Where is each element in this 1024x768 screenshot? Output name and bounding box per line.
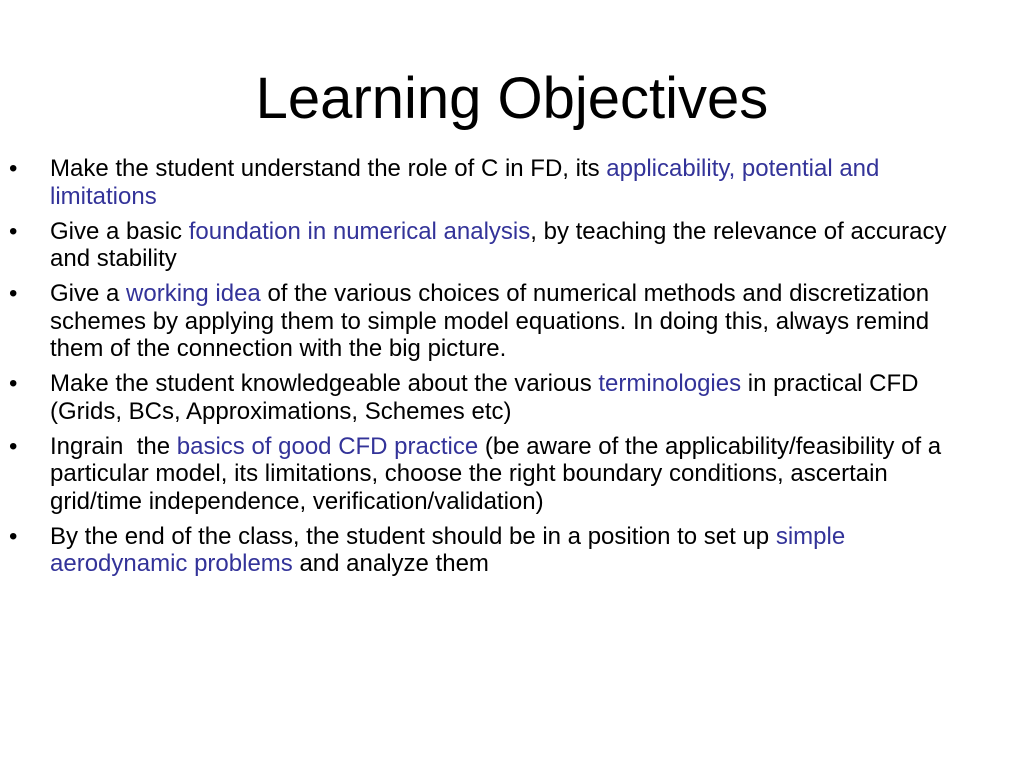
bullet-text: of the various choices of numerical methods and discretization schemes by applying them to simple model equations. In doing this, always remind them of the connection with the big picture. xyxy=(50,280,930,362)
bullet-dot-icon: • xyxy=(9,370,18,397)
bullet-text: in practical CFD (Grids, BCs, Approximations, Schemes etc) xyxy=(50,370,919,425)
bullet-item xyxy=(0,370,1024,425)
bullet-item xyxy=(0,523,1024,578)
bullet-item xyxy=(0,218,1024,273)
bullet-highlight: foundation in numerical analysis xyxy=(188,217,531,245)
bullet-text: Give a xyxy=(50,280,127,307)
bullet-dot-icon: • xyxy=(9,522,18,550)
bullet-highlight: simple aerodynamic problems xyxy=(50,522,846,577)
bullet-dot-icon: • xyxy=(9,432,18,460)
bullet-item xyxy=(0,433,1024,516)
bullet-text: (be aware of the applicability/feasibility of a particular model, its limitations, choose the right boundary conditions, ascertain grid/time independence, verification/validation) xyxy=(50,432,942,515)
bullet-text: Ingrain the xyxy=(50,432,177,460)
bullet-item xyxy=(0,280,1024,363)
slide-title: Learning Objectives xyxy=(255,66,769,131)
bullet-text: Give a basic xyxy=(50,217,189,245)
bullet-list xyxy=(0,155,1024,585)
bullet-highlight: terminologies xyxy=(598,370,742,397)
bullet-item xyxy=(0,155,1024,210)
bullet-text: Make the student knowledgeable about the various xyxy=(50,370,599,397)
bullet-text: Make the student understand the role of C in FD, its xyxy=(50,155,607,182)
bullet-highlight: applicability, potential and limitations xyxy=(50,155,880,210)
bullet-highlight: working idea xyxy=(126,280,261,307)
bullet-dot-icon: • xyxy=(9,217,18,245)
bullet-text: and analyze them xyxy=(292,550,489,577)
bullet-dot-icon: • xyxy=(9,280,18,307)
bullet-text: , by teaching the relevance of accuracy and stability xyxy=(50,217,947,272)
bullet-highlight: basics of good CFD practice xyxy=(176,432,479,460)
bullet-dot-icon: • xyxy=(9,155,18,182)
bullet-text: By the end of the class, the student should be in a position to set up xyxy=(50,522,776,550)
